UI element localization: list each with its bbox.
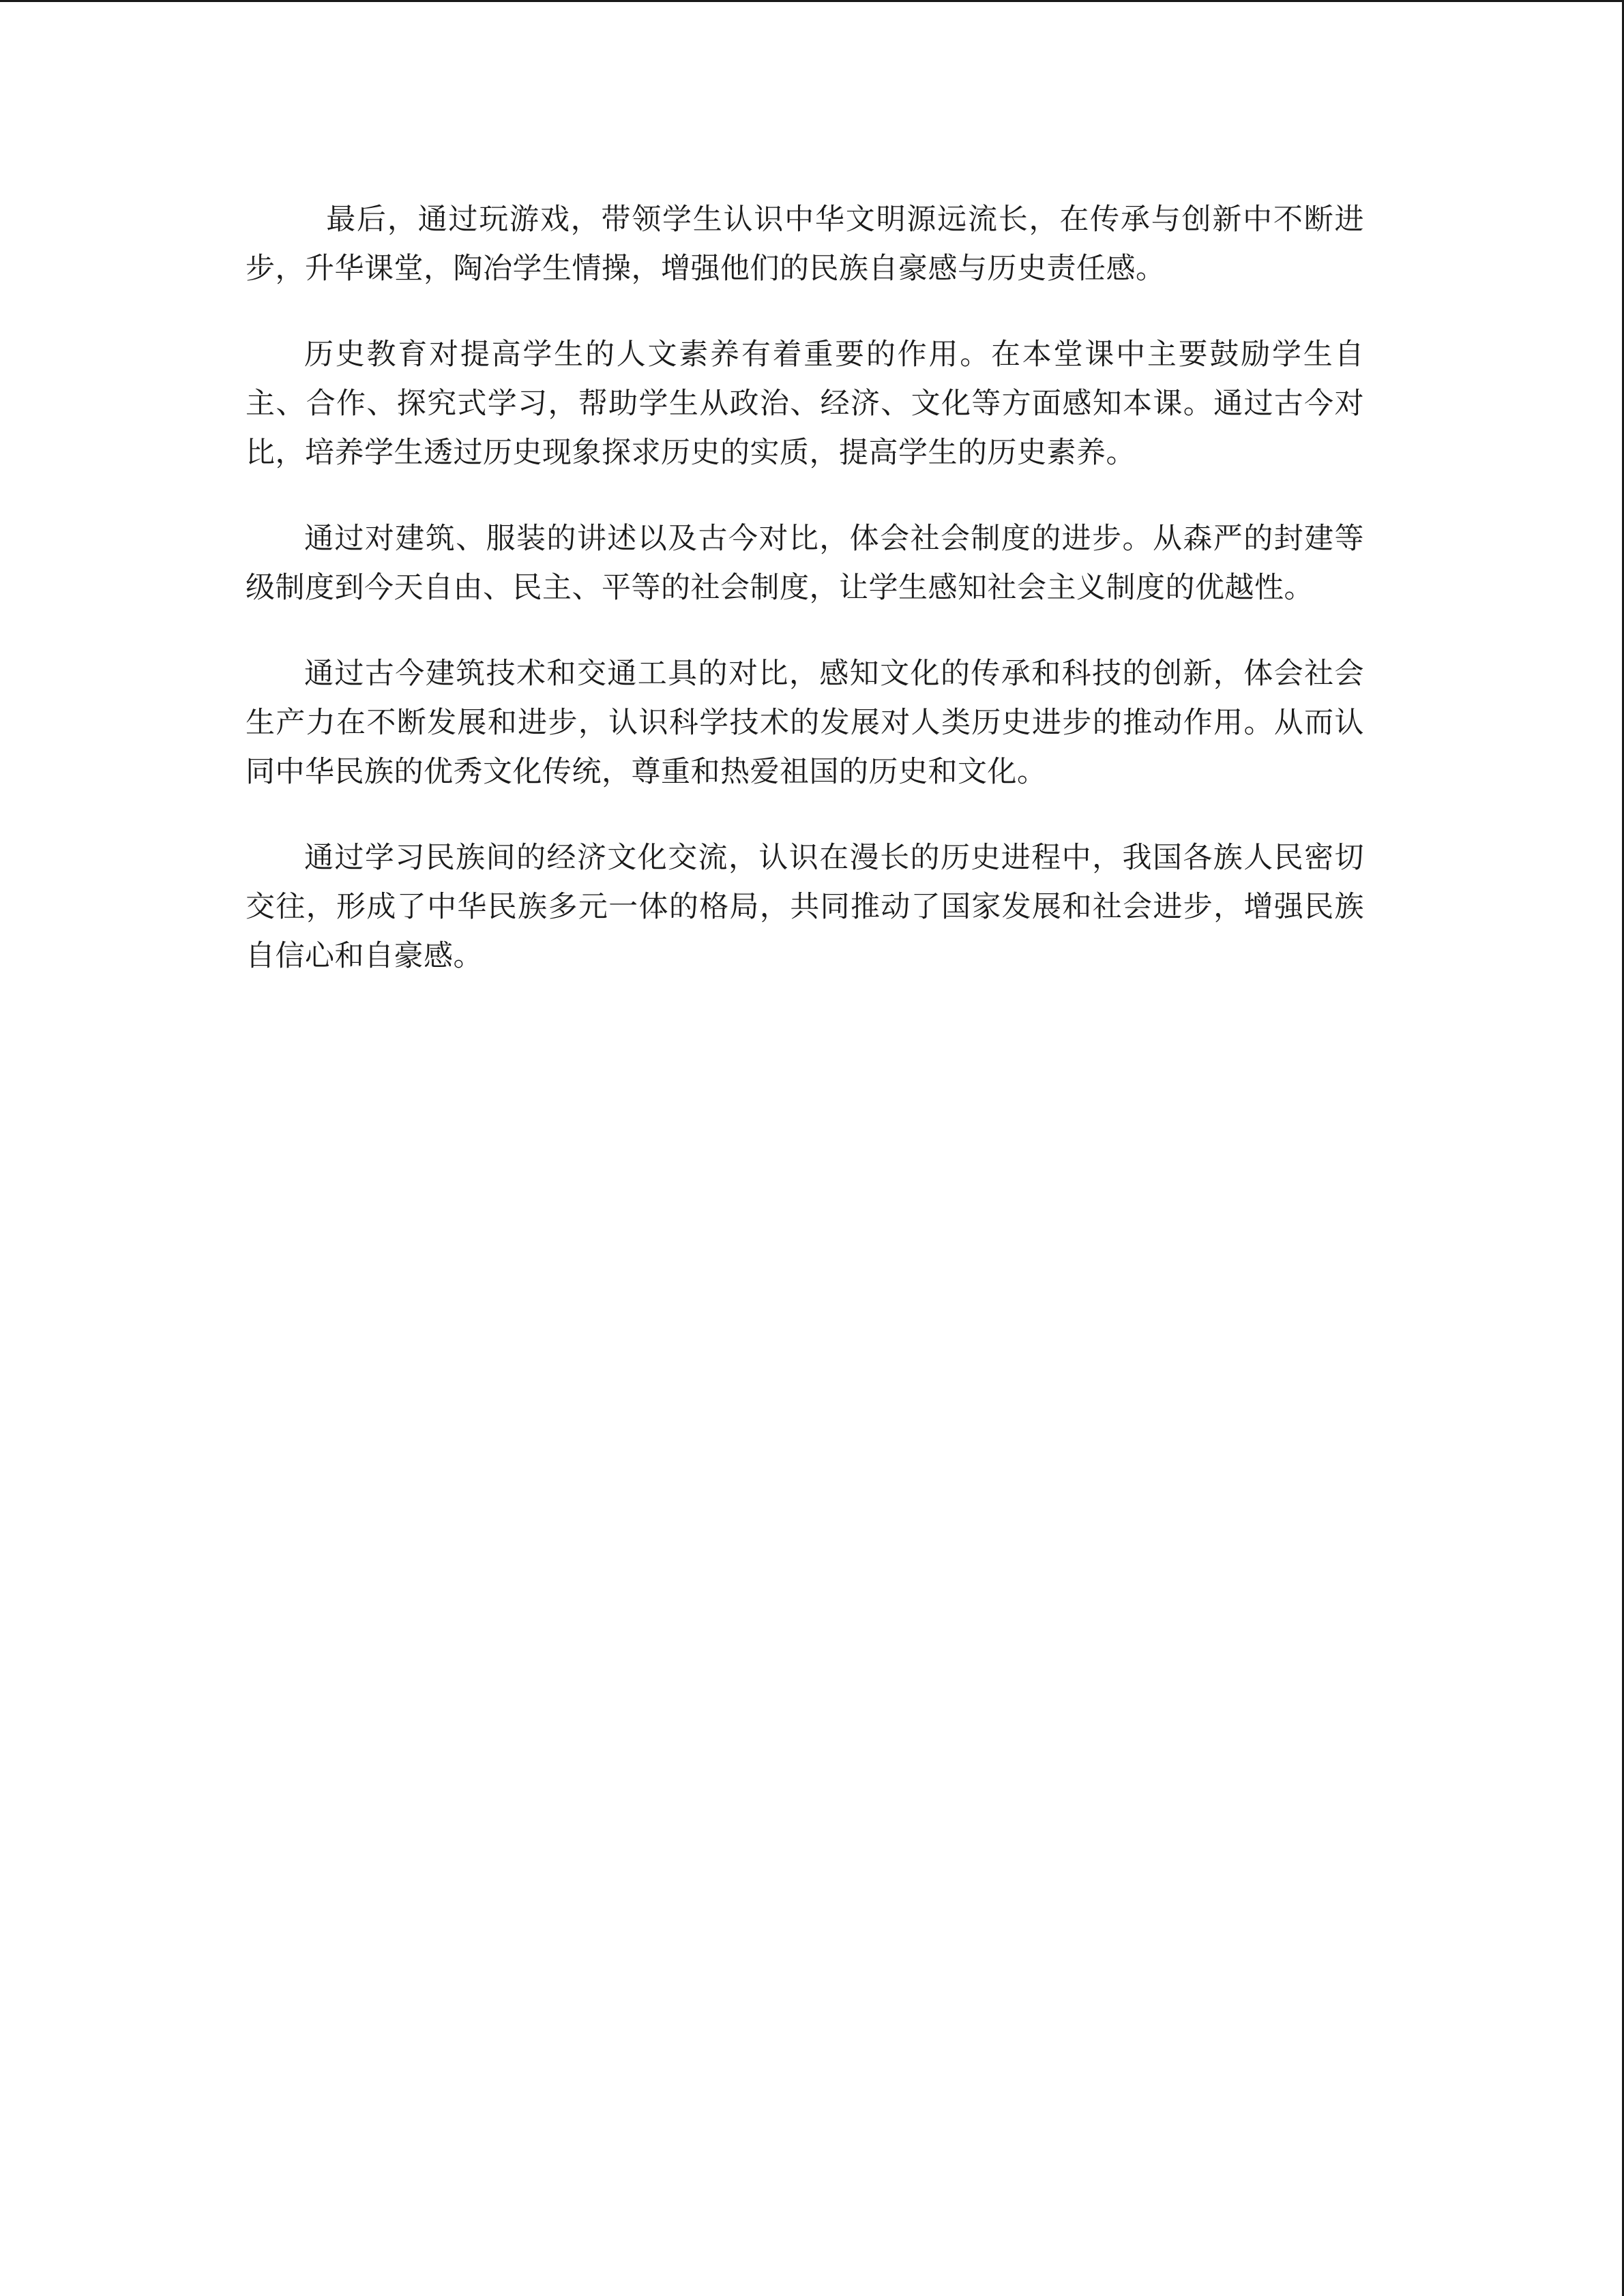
page-top-border [0,0,1624,2]
paragraph-game-summary: 最后，通过玩游戏，带领学生认识中华文明源远流长，在传承与创新中不断进步，升华课堂，陶冶学生情操，增强他们的民族自豪感与历史责任感。 [246,203,1364,286]
paragraph-humanities-literacy: 历史教育对提高学生的人文素养有着重要的作用。在本堂课中主要鼓励学生自主、合作、探究式学习，帮助学生从政治、经济、文化等方面感知本课。通过古今对比，培养学生透过历史现象探求历史的实质，提高学生的历史素养。 [246,338,1364,470]
paragraph-technology-culture: 通过古今建筑技术和交通工具的对比，感知文化的传承和科技的创新，体会社会生产力在不断发展和进步，认识科学技术的发展对人类历史进步的推动作用。从而认同中华民族的优秀文化传统，尊重和热爱祖国的历史和文化。 [246,657,1364,789]
paragraph-ethnic-exchange: 通过学习民族间的经济文化交流，认识在漫长的历史进程中，我国各族人民密切交往，形成了中华民族多元一体的格局，共同推动了国家发展和社会进步，增强民族自信心和自豪感。 [246,841,1364,973]
paragraph-social-system: 通过对建筑、服装的讲述以及古今对比，体会社会制度的进步。从森严的封建等级制度到今天自由、民主、平等的社会制度，让学生感知社会主义制度的优越性。 [246,522,1364,605]
document-body [246,195,1364,981]
